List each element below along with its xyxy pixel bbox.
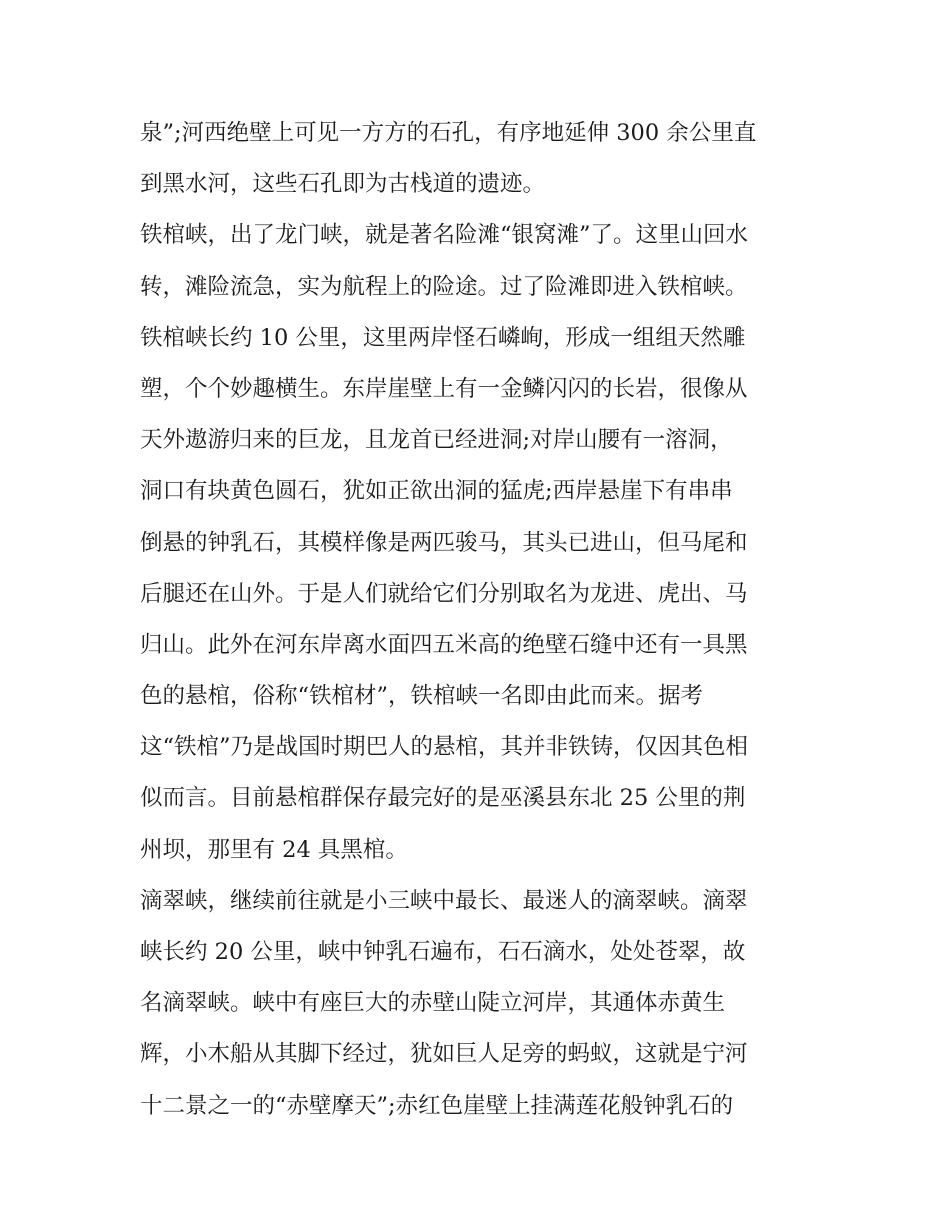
text-line: 转，滩险流急，实为航程上的险途。过了险滩即进入铁棺峡。 [140,273,748,300]
text-line: 州坝，那里有 24 具黑棺。 [140,836,408,863]
text-line: 峡长约 20 公里，峡中钟乳石遍布，石石滴水，处处苍翠，故 [140,939,746,965]
text-line: 泉”;河西绝壁上可见一方方的石孔，有序地延伸 300 余公里直 [140,120,757,146]
text-line: 到黑水河，这些石孔即为古栈道的遗迹。 [140,171,546,198]
text-line: 归山。此外在河东岸离水面四五米高的绝壁石缝中还有一具黑 [140,631,748,658]
text-line: 后腿还在山外。于是人们就给它们分别取名为龙进、虎出、马 [140,580,748,607]
text-line: 洞口有块黄色圆石，犹如正欲出洞的猛虎;西岸悬崖下有串串 [140,478,733,505]
text-line: 这“铁棺”乃是战国时期巴人的悬棺，其并非铁铸，仅因其色相 [140,734,749,761]
text-line: 铁棺峡，出了龙门峡，就是著名险滩“银窝滩”了。这里山回水 [140,222,749,249]
text-line: 色的悬棺，俗称“铁棺材”，铁棺峡一名即由此而来。据考 [140,683,704,710]
text-line: 名滴翠峡。峡中有座巨大的赤壁山陡立河岸，其通体赤黄生 [140,990,726,1017]
text-line: 辉，小木船从其脚下经过，犹如巨人足旁的蚂蚁，这就是宁河 [140,1041,748,1068]
text-line: 十二景之一的“赤壁摩天”;赤红色崖壁上挂满莲花般钟乳石的 [140,1092,734,1119]
text-line: 塑，个个妙趣横生。东岸崖壁上有一金鳞闪闪的长岩，很像从 [140,375,748,402]
text-line: 天外遨游归来的巨龙，且龙首已经进洞;对岸山腰有一溶洞， [140,427,733,454]
text-line: 倒悬的钟乳石，其模样像是两匹骏马，其头已进山，但马尾和 [140,529,748,556]
text-line: 滴翠峡，继续前往就是小三峡中最长、最迷人的滴翠峡。滴翠 [140,887,748,914]
text-line: 似而言。目前悬棺群保存最完好的是巫溪县东北 25 公里的荆 [140,785,746,812]
body-text [140,108,820,1132]
text-line: 铁棺峡长约 10 公里，这里两岸怪石嶙峋，形成一组组天然雕 [140,324,746,351]
